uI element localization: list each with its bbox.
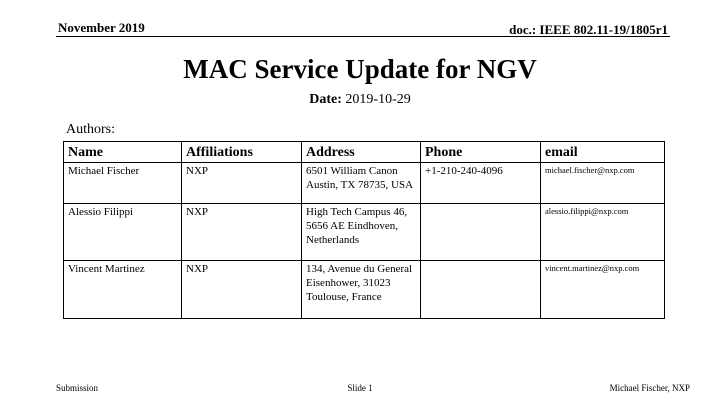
cell-phone	[421, 204, 541, 261]
column-header-affiliations: Affiliations	[182, 142, 302, 163]
table-row	[64, 204, 665, 261]
cell-phone	[421, 261, 541, 319]
cell-phone: +1-210-240-4096	[421, 163, 541, 204]
authors-table	[63, 141, 665, 319]
table-row	[64, 261, 665, 319]
date-line	[0, 92, 720, 108]
cell-address: High Tech Campus 46, 5656 AE Eindhoven, Netherlands	[302, 204, 421, 261]
authors-label: Authors:	[66, 122, 115, 137]
cell-email: michael.fischer@nxp.com	[541, 163, 665, 204]
date-label: Date:	[309, 92, 342, 107]
footer-author: Michael Fischer, NXP	[609, 383, 690, 393]
header-date: November 2019	[58, 20, 145, 35]
header-doc-id: doc.: IEEE 802.11-19/1805r1	[509, 22, 668, 37]
cell-email: alessio.filippi@nxp.com	[541, 204, 665, 261]
cell-affiliation: NXP	[182, 163, 302, 204]
table-row	[64, 163, 665, 204]
cell-affiliation: NXP	[182, 261, 302, 319]
cell-name: Alessio Filippi	[64, 204, 182, 261]
cell-email: vincent.martinez@nxp.com	[541, 261, 665, 319]
header-divider	[56, 36, 670, 37]
column-header-name: Name	[64, 142, 182, 163]
date-value: 2019-10-29	[345, 92, 411, 107]
column-header-address: Address	[302, 142, 421, 163]
slide-title: MAC Service Update for NGV	[183, 54, 537, 84]
footer-submission: Submission	[56, 383, 99, 393]
cell-address: 134, Avenue du General Eisenhower, 31023 Toulouse, France	[302, 261, 421, 319]
cell-name: Michael Fischer	[64, 163, 182, 204]
cell-address: 6501 William Canon Austin, TX 78735, USA	[302, 163, 421, 204]
cell-name: Vincent Martinez	[64, 261, 182, 319]
table-header-row	[64, 142, 665, 163]
cell-affiliation: NXP	[182, 204, 302, 261]
column-header-phone: Phone	[421, 142, 541, 163]
column-header-email: email	[541, 142, 665, 163]
footer-slide-number: Slide 1	[347, 383, 373, 393]
